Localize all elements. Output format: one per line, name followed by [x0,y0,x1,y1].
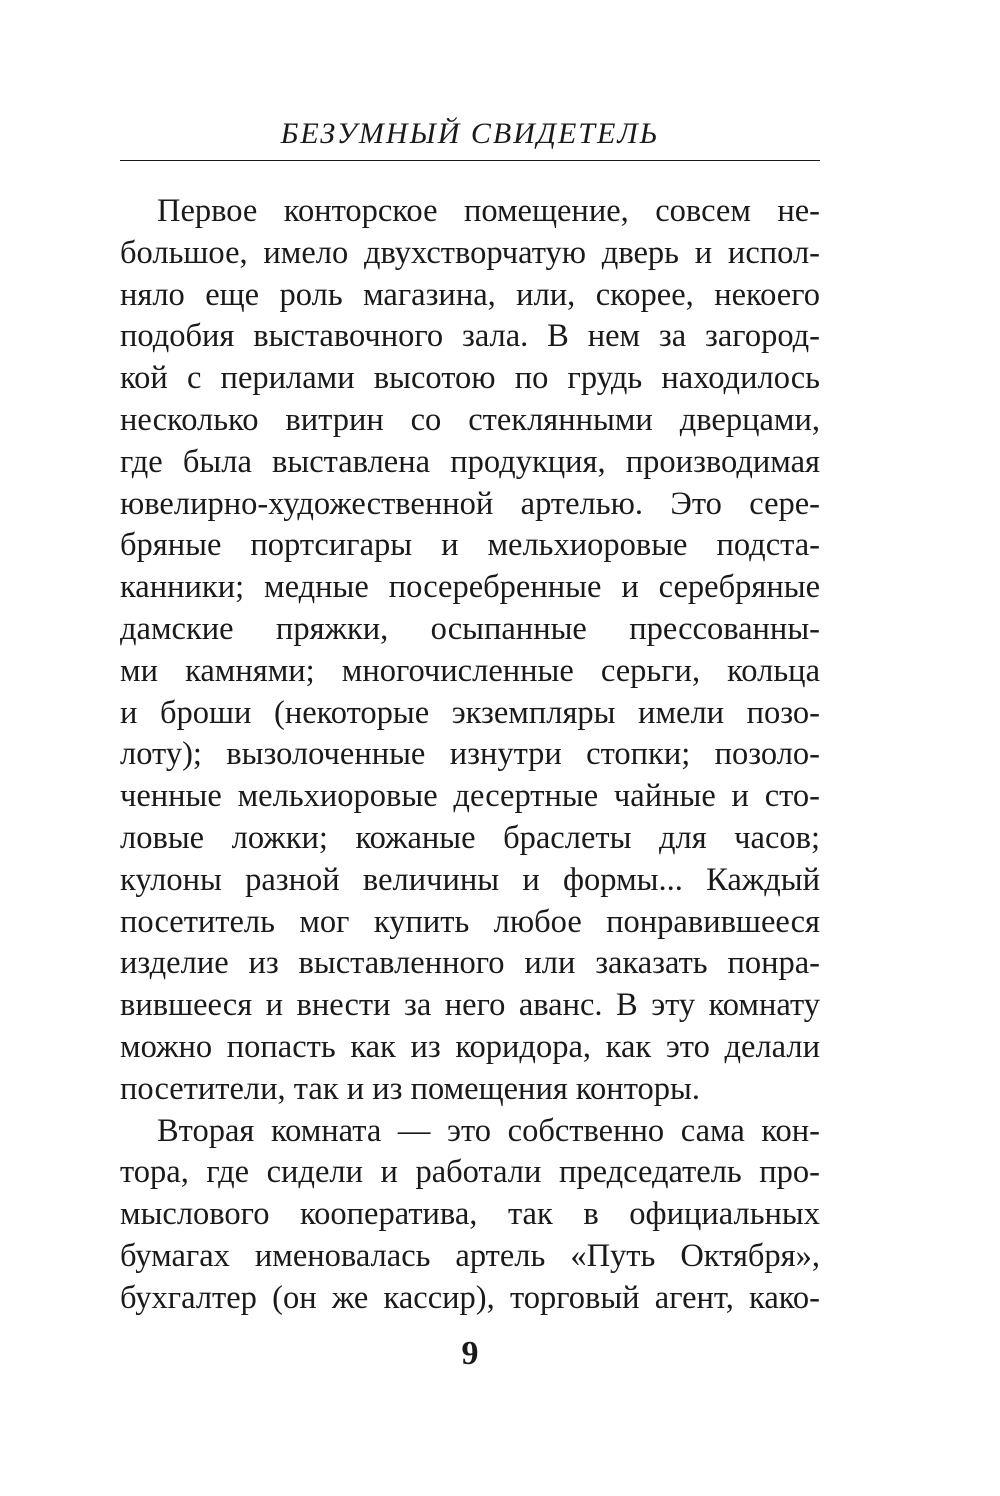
text-line: посетитель мог купить любое понравившееся [120,903,820,940]
text-line: бряные портсигары и мельхиоровые подста- [120,527,820,564]
text-line: несколько витрин со стеклянными дверцами, [120,401,820,438]
page-number: 9 [461,1335,479,1372]
text-line: канники; медные посеребренные и серебряные [120,569,820,606]
text-line: изделие из выставленного или заказать понра- [120,945,820,982]
text-line: большое, имело двухстворчатую дверь и испол- [120,234,820,271]
text-line: посетители, так и из помещения конторы. [120,1070,700,1107]
running-head: БЕЗУМНЫЙ СВИДЕТЕЛЬ [280,117,660,150]
text-line: и броши (некоторые экземпляры имели позо- [120,694,820,731]
text-line: бухгалтер (он же кассир), торговый агент, како- [120,1279,820,1316]
paragraph-2 [120,1111,820,1320]
text-line: вившееся и внести за него аванс. В эту комнату [120,987,820,1024]
body-text [120,191,820,1320]
text-line: можно попасть как из коридора, как это делали [120,1028,820,1065]
text-line: кулоны разной величины и формы... Каждый [120,861,820,898]
text-line: няло еще роль магазина, или, скорее, некоего [120,276,820,313]
paragraph-1 [120,191,820,1111]
text-line: где была выставлена продукция, производимая [120,443,820,480]
text-line: ювелирно-художественной артелью. Это сере- [120,485,820,522]
text-line: мыслового кооператива, так в официальных [120,1196,820,1233]
text-line: кой с перилами высотою по грудь находилось [120,360,820,397]
text-line: ченные мельхиоровые десертные чайные и сто- [120,778,820,815]
header-rule [120,160,820,161]
text-line: дамские пряжки, осыпанные прессованны- [120,610,820,647]
text-line: ми камнями; многочисленные серьги, кольца [120,652,820,689]
text-line: Вторая комната — это собственно сама кон- [157,1112,820,1149]
text-line: ловые ложки; кожаные браслеты для часов; [120,819,820,856]
text-line: подобия выставочного зала. В нем за загород- [120,318,820,355]
text-line: тора, где сидели и работали председатель про- [120,1154,820,1191]
text-line: лоту); вызолоченные изнутри стопки; позоло- [120,736,820,773]
text-line: Первое конторское помещение, совсем не- [157,193,820,229]
text-line: бумагах именовалась артель «Путь Октября», [120,1237,820,1274]
